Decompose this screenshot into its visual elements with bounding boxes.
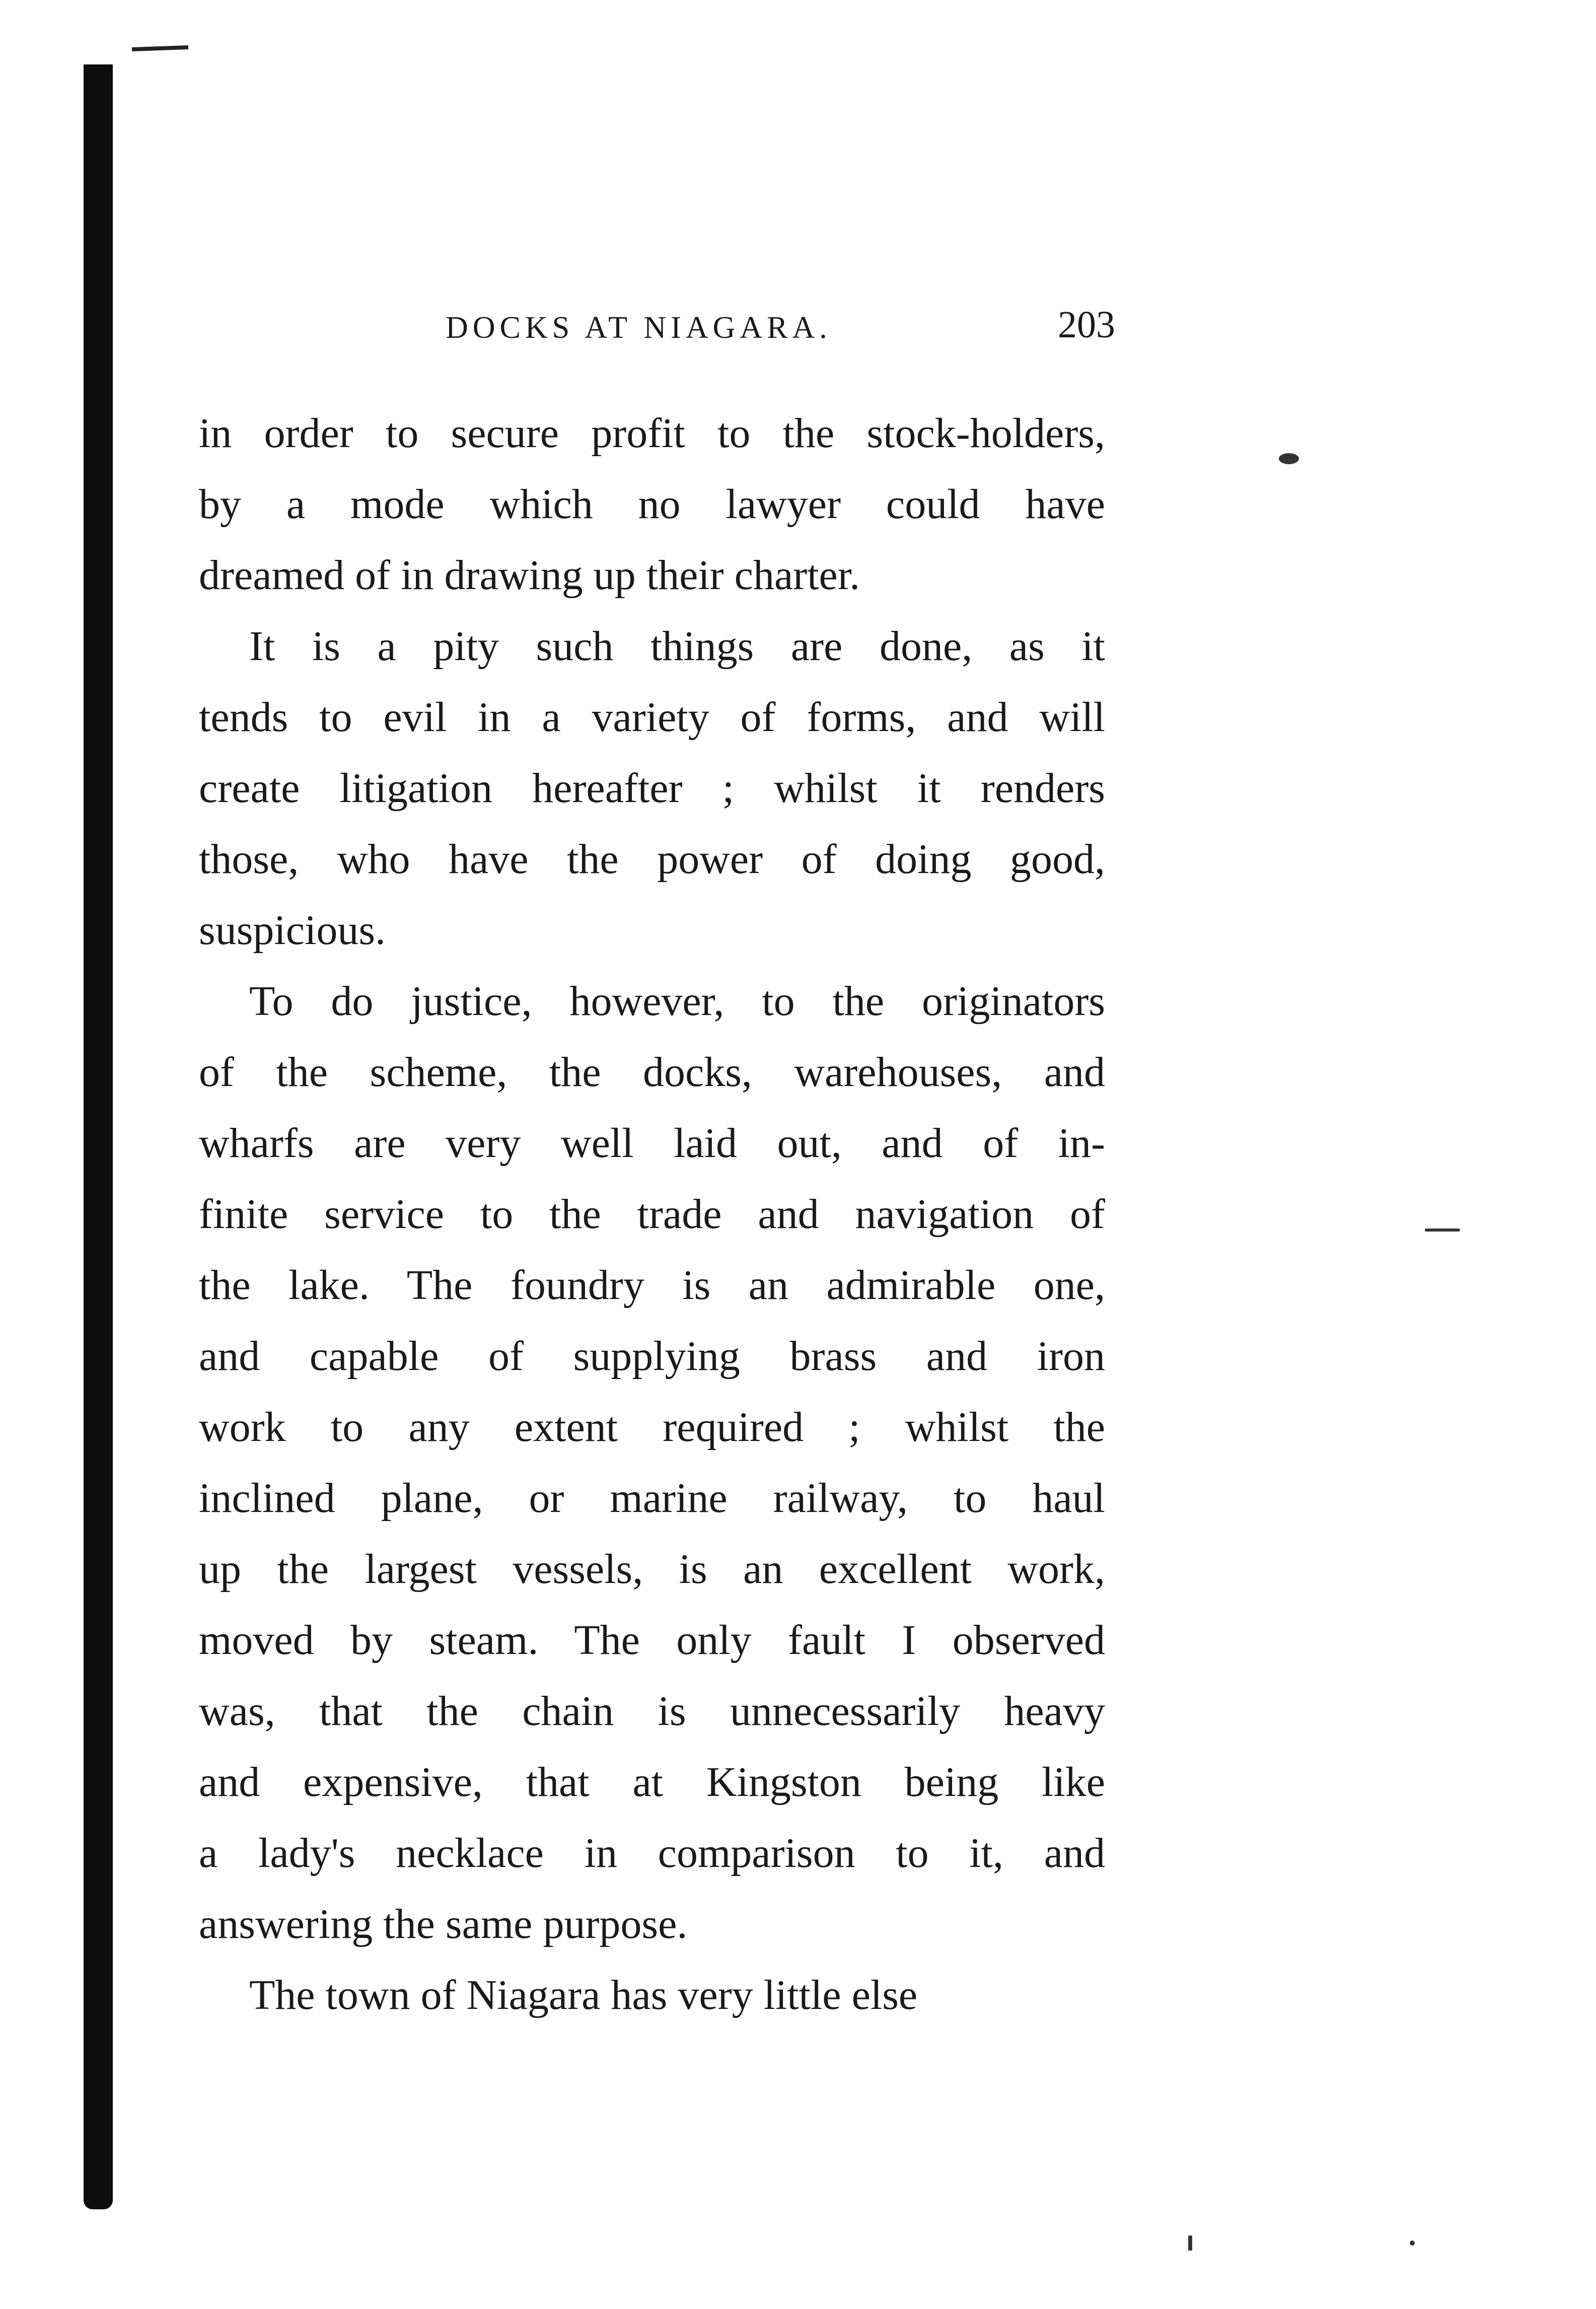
text-line: create litigation hereafter ; whilst it renders (199, 765, 1105, 812)
text-line: those, who have the power of doing good, (199, 836, 1105, 883)
text-line: a lady's necklace in comparison to it, and (199, 1830, 1105, 1877)
binding-mark (132, 45, 188, 51)
text-line: in order to secure profit to the stock-holders, (199, 410, 1105, 457)
text-line: and capable of supplying brass and iron (199, 1333, 1105, 1380)
text-line: It is a pity such things are done, as it (249, 623, 1105, 670)
text-line: tends to evil in a variety of forms, and will (199, 694, 1105, 741)
text-line: suspicious. (199, 907, 386, 954)
text-line: up the largest vessels, is an excellent work, (199, 1546, 1105, 1593)
ink-speck (1279, 453, 1299, 464)
text-line: of the scheme, the docks, warehouses, and (199, 1049, 1105, 1096)
binding-edge-shadow (84, 64, 113, 2209)
text-line: moved by steam. The only fault I observed (199, 1617, 1105, 1664)
ink-speck (1425, 1229, 1460, 1232)
ink-speck (1188, 2235, 1192, 2251)
text-line: answering the same purpose. (199, 1901, 688, 1947)
text-line: the lake. The foundry is an admirable one, (199, 1262, 1105, 1309)
text-line: finite service to the trade and navigation of (199, 1191, 1105, 1238)
page-number: 203 (1058, 304, 1115, 346)
text-line: inclined plane, or marine railway, to haul (199, 1475, 1105, 1522)
text-line: wharfs are very well laid out, and of in- (199, 1120, 1105, 1167)
text-line: by a mode which no lawyer could have (199, 481, 1105, 528)
running-title: DOCKS AT NIAGARA. (446, 311, 832, 345)
body-text (199, 398, 1105, 2031)
text-line: To do justice, however, to the originators (249, 978, 1105, 1025)
text-line: The town of Niagara has very little else (249, 1972, 918, 2018)
text-line: work to any extent required ; whilst the (199, 1404, 1105, 1451)
ink-speck (1410, 2241, 1415, 2246)
page-header (199, 304, 1115, 355)
text-line: dreamed of in drawing up their charter. (199, 552, 860, 599)
text-line: was, that the chain is unnecessarily heavy (199, 1688, 1105, 1735)
text-line: and expensive, that at Kingston being like (199, 1759, 1105, 1806)
